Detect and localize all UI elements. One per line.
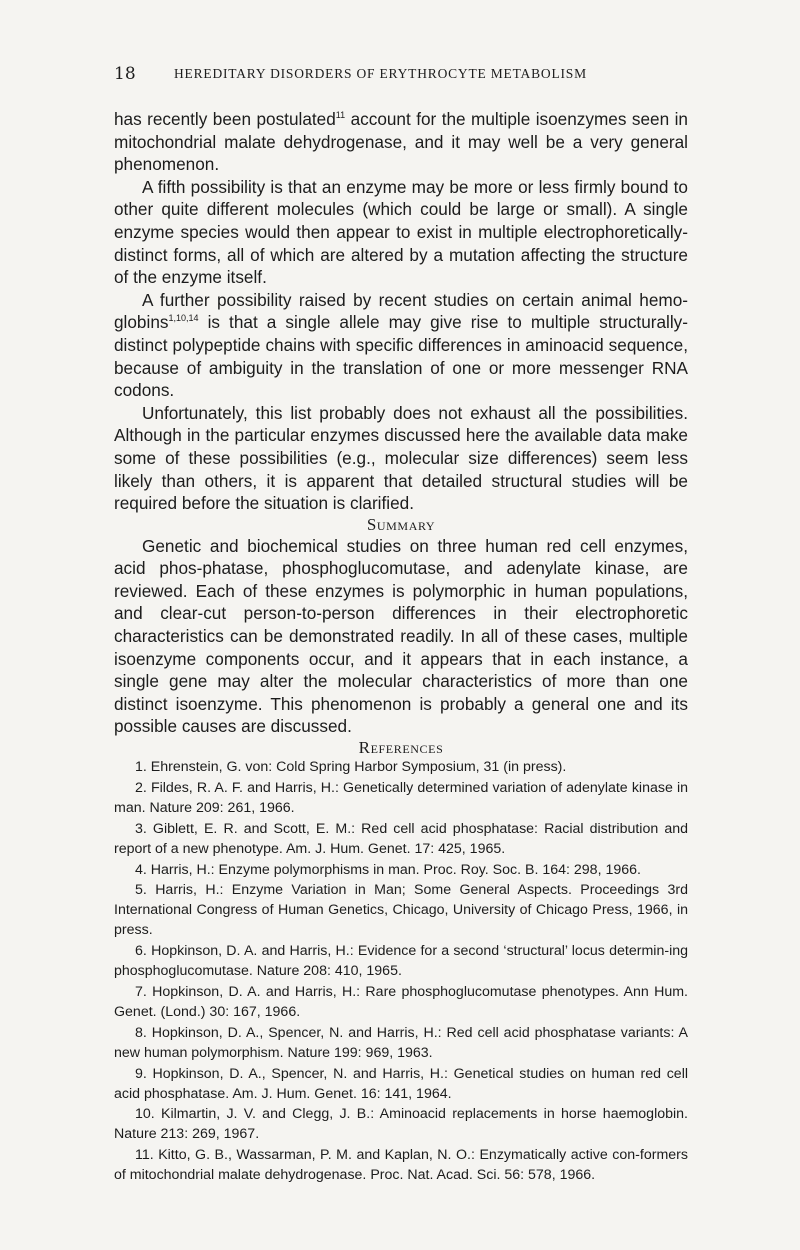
reference-item: 9. Hopkinson, D. A., Spencer, N. and Harris, H.: Genetical studies on human red cell acid phosphatase. Am. J. Hum. Genet. 16: 141, 1964. xyxy=(114,1065,688,1102)
page-number: 18 xyxy=(114,64,136,84)
reference-item: 6. Hopkinson, D. A. and Harris, H.: Evidence for a second ‘structural’ locus determin-ing phosphoglucomutase. Nature 208: 410, 1965. xyxy=(114,943,688,980)
paragraph-3 xyxy=(114,289,688,402)
references-heading: References xyxy=(358,738,444,758)
reference-item: 3. Giblett, E. R. and Scott, E. M.: Red cell acid phosphatase: Racial distribution and report of a new phenotype. Am. J. Hum. Genet. 17: 425, 1965. xyxy=(114,820,688,857)
citation-superscript: 11 xyxy=(335,110,346,120)
summary-paragraph: Genetic and biochemical studies on three human red cell enzymes, acid phos-phatase, phosphoglucomutase, and adenylate kinase, are reviewed. Each of these enzymes is polymorphic in human populations, and clear-cut person-to-person differences in their electrophoretic characteristics can be demonstrated readily. In all of these cases, multiple isoenzyme components occur, and it appears that in each instance, a single gene may alter the molecular characteristics of more than one distinct isoenzyme. This phenomenon is probably a general one and its possible causes are discussed. xyxy=(114,535,688,737)
reference-item: 5. Harris, H.: Enzyme Variation in Man; Some General Aspects. Proceedings 3rd International Congress of Human Genetics, Chicago, University of Chicago Press, 1966, in press. xyxy=(114,882,688,939)
reference-item: 10. Kilmartin, J. V. and Clegg, J. B.: Aminoacid replacements in horse haemoglobin. Nature 213: 269, 1967. xyxy=(114,1106,688,1143)
body-text xyxy=(114,108,688,1187)
citation-superscript: 1,10,14 xyxy=(168,313,199,324)
summary-heading: Summary xyxy=(366,514,436,534)
paragraph-3-text-b: is that a single allele may give rise to multiple structurally-distinct polypeptide chains with specific differences in aminoacid sequence, because of ambiguity in the translation of one or more messenger RNA codons. xyxy=(114,312,688,401)
running-title: HEREDITARY DISORDERS OF ERYTHROCYTE METABOLISM xyxy=(174,66,587,81)
paragraph-4: Unfortunately, this list probably does not exhaust all the possibilities. Although in the particular enzymes discussed here the available data make some of these possibilities (e.g., molecular size differences) seem less likely than others, it is apparent that detailed structural studies will be required before the situation is clarified. xyxy=(114,402,688,514)
references-list xyxy=(114,758,688,1186)
paragraph-2: A fifth possibility is that an enzyme may be more or less firmly bound to other quite different molecules (which could be large or small). A single enzyme species would then appear to exist in multiple electrophoretically-distinct forms, all of which are altered by a mutation affecting the structure of the enzyme itself. xyxy=(114,176,688,288)
paragraph-1 xyxy=(114,108,688,176)
paragraph-1-text-a: has recently been postulated xyxy=(114,109,336,129)
reference-item: 7. Hopkinson, D. A. and Harris, H.: Rare phosphoglucomutase phenotypes. Ann Hum. Genet. (Lond.) 30: 167, 1966. xyxy=(114,984,688,1020)
reference-item: 2. Fildes, R. A. F. and Harris, H.: Genetically determined variation of adenylate kinase in man. Nature 209: 261, 1966. xyxy=(114,779,688,816)
paragraph-3-text-a: A further possibility raised by recent studies on certain animal hemo-globins xyxy=(114,289,688,333)
reference-item: 8. Hopkinson, D. A., Spencer, N. and Harris, H.: Red cell acid phosphatase variants: A new human polymorphism. Nature 199: 969, 1963. xyxy=(114,1024,688,1061)
paragraph-1-text-b: account for the multiple isoenzymes seen in mitochondrial malate dehydrogenase, and it may well be a very general phenomenon. xyxy=(114,109,688,175)
reference-item: 4. Harris, H.: Enzyme polymorphisms in man. Proc. Roy. Soc. B. 164: 298, 1966. xyxy=(135,861,641,878)
page-header xyxy=(114,64,686,88)
reference-item: 11. Kitto, G. B., Wassarman, P. M. and Kaplan, N. O.: Enzymatically active con-formers of mitochondrial malate dehydrogenase. Proc. Nat. Acad. Sci. 56: 578, 1966. xyxy=(114,1147,688,1184)
reference-item: 1. Ehrenstein, G. von: Cold Spring Harbor Symposium, 31 (in press). xyxy=(135,759,567,776)
